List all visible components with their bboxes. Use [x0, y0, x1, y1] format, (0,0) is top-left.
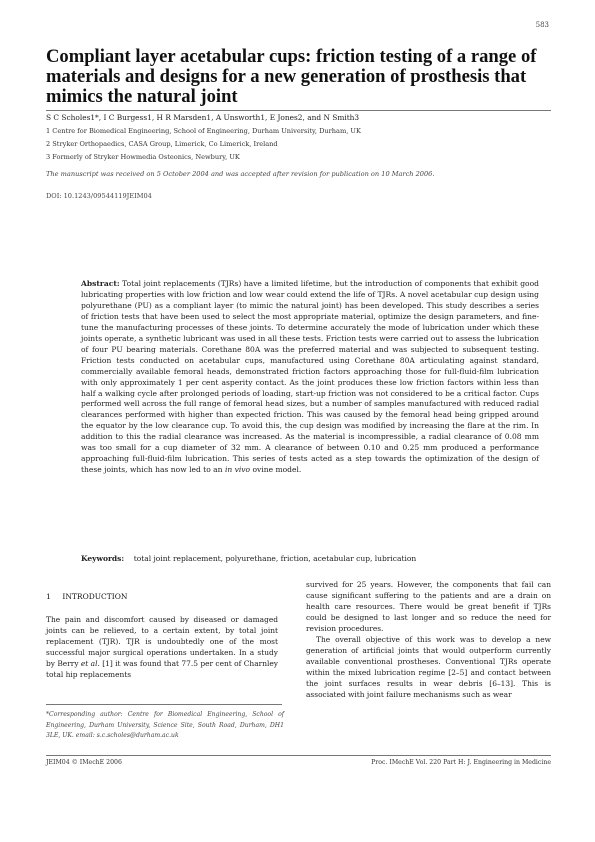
intro-right-column	[306, 580, 551, 700]
affiliation-3: 3 Formerly of Stryker Howmedia Osteonics, Newbury, UK	[46, 153, 240, 161]
abstract-text: Total joint replacements (TJRs) have a limited lifetime, but the introduction of components that exhibit good lubricating properties with low friction and low wear could extend the life of TJRs. A novel acetabular cup design using polyurethane (PU) as a compliant layer (to mimic the natural joint) has been developed. This study describes a series of friction tests that have been used to select the most appropriate material, optimize the design parameters, and fine-tune the manufacturing processes of these joints. To determine accurately the mode of lubrication under which these joints operate, a synthetic lubricant was used in all these tests. Friction tests were carried out to assess the lubrication of four PU bearing materials. Corethane 80A was the preferred material and was subjected to subsequent testing. Friction tests conducted on acetabular cups, manufactured using Corethane 80A articulating against standard, commercially available femoral heads, demonstrated friction factors approaching those for full-fluid-film lubrication with only approximately 1 per cent asperity contact. As the joint produces these low friction factors within less than half a walking cycle after prolonged periods of loading, start-up friction was not considered to be a critical factor. Cups performed well across the full range of femoral head sizes, but a number of samples manufactured with reduced radial clearances performed with higher than expected friction. This was caused by the femoral head being gripped around the equator by the low clearance cup. To avoid this, the cup design was modified by increasing the flare at the rim. In addition to this the radial clearance was increased. As the material is incompressible, a radial clearance of 0.08 mm was too small for a cup diameter of 32 mm. A clearance of between 0.10 and 0.25 mm produced a performance approaching full-fluid-film lubrication. This series of tests acted as a step towards the optimization of the design of these joints, which has now led to an	[81, 279, 539, 475]
doi-line: DOI: 10.1243/09544119JEIM04	[46, 192, 152, 200]
affiliation-2: 2 Stryker Orthopaedics, CASA Group, Limerick, Co Limerick, Ireland	[46, 140, 278, 148]
title-divider	[46, 110, 551, 111]
intro-paragraph-end: [1] it was found that 77.5 per cent of Charnley total hip replacements	[46, 658, 278, 679]
section-title: INTRODUCTION	[62, 592, 128, 601]
received-note: The manuscript was received on 5 October 2004 and was accepted after revision for publication on 10 March 2006.	[46, 170, 435, 178]
footnote-divider	[46, 704, 282, 705]
footer-divider	[46, 755, 551, 756]
footer-copyright: JEIM04 © IMechE 2006	[46, 759, 122, 766]
keywords-line	[81, 554, 416, 563]
abstract-block	[81, 279, 539, 476]
corresponding-author-footnote: *Corresponding author: Centre for Biomedical Engineering, School of Engineering, Durham University, Science Site, South Road, Durham, DH1 3LE, UK. email: s.c.scholes@durham.ac.uk	[46, 711, 284, 740]
intro-left-column	[46, 615, 278, 681]
footer-journal: Proc. IMechE Vol. 220 Part H: J. Engineering in Medicine	[371, 759, 551, 766]
keywords-text: total joint replacement, polyurethane, friction, acetabular cup, lubrication	[133, 554, 417, 563]
intro-et-al: et al.	[80, 658, 100, 668]
author-list: S C Scholes1*, I C Burgess1, H R Marsden1, A Unsworth1, E Jones2, and N Smith3	[46, 113, 360, 122]
keywords-label: Keywords:	[81, 554, 125, 563]
abstract-italic: in vivo	[224, 465, 251, 475]
intro-paragraph-2: survived for 25 years. However, the components that fail can cause significant suffering to the patients and are a drain on health care resources. There would be great benefit if TJRs could be designed to last longer and so reduce the need for revision procedures.	[306, 580, 551, 633]
abstract-end: ovine model.	[250, 465, 302, 475]
article-title: Compliant layer acetabular cups: friction testing of a range of materials and designs for a new generation of prosthesis that mimics the natural joint	[46, 46, 537, 107]
affiliation-1: 1 Centre for Biomedical Engineering, School of Engineering, Durham University, Durham, UK	[46, 127, 361, 135]
abstract-label: Abstract:	[81, 279, 120, 288]
intro-paragraph-3: The overall objective of this work was to develop a new generation of artificial joints that would outperform currently available conventional prostheses. Conventional TJRs operate within the mixed lubrication regime [2–5] and contact between the joint surfaces results in wear debris [6–13]. This is associated with joint failure mechanisms such as wear	[306, 634, 551, 699]
section-number: 1	[46, 592, 51, 601]
section-heading	[46, 592, 127, 601]
page-number: 583	[535, 21, 549, 29]
intro-paragraph-start: The pain and discomfort caused by diseased or damaged joints can be relieved, to a certain extent, by total joint replacement (TJR). TJR is undoubtedly one of the most successful major surgical operations undertaken. In a study by Berry	[46, 615, 278, 668]
